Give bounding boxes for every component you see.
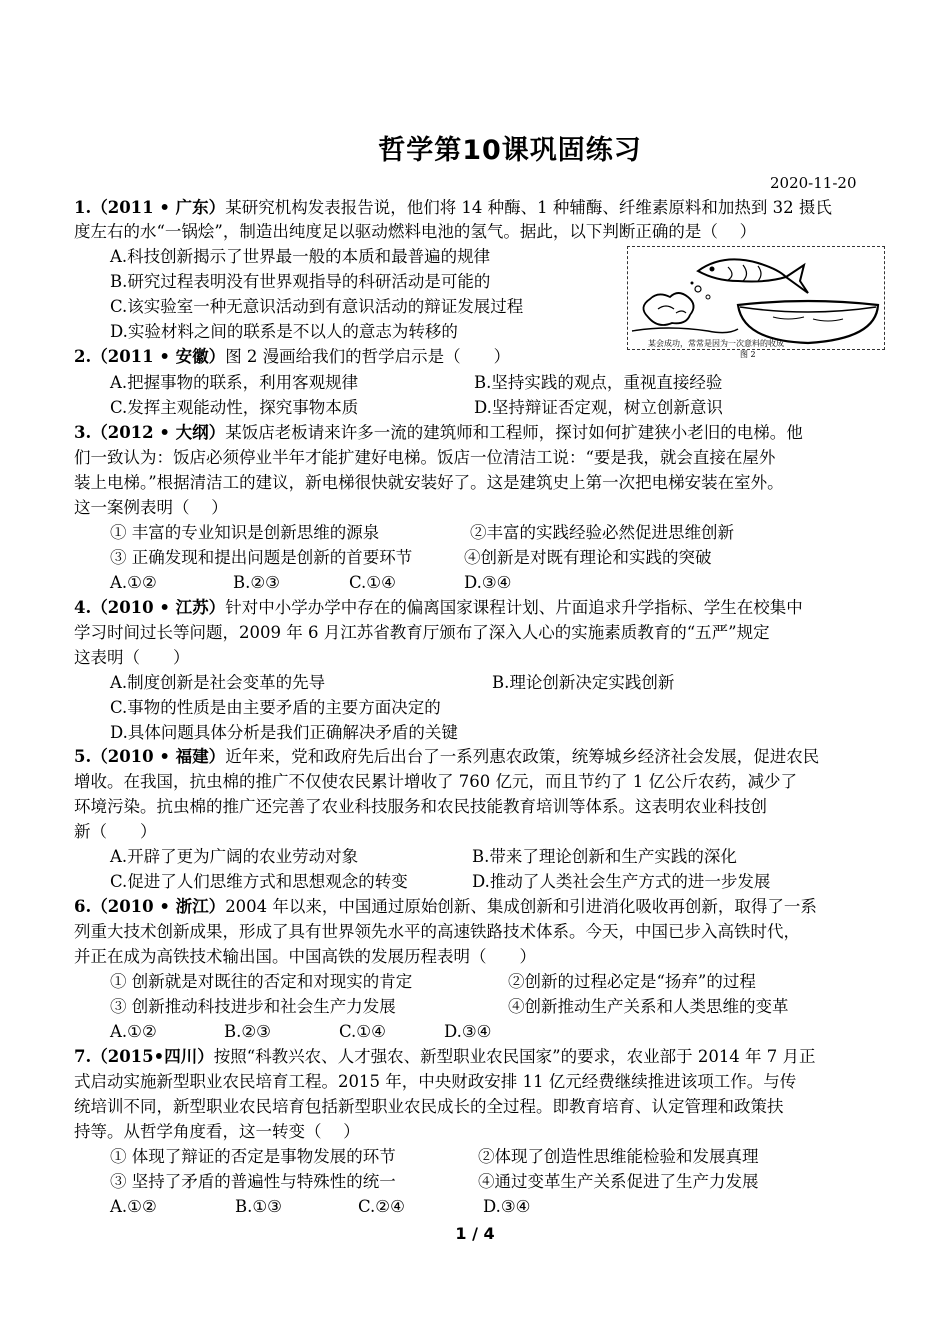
- q5-number: 5.（2010 • 福建）: [74, 747, 226, 766]
- q6-option-a: A.①②: [110, 1022, 157, 1041]
- q4-option-c: C.事物的性质是由主要矛盾的主要方面决定的: [110, 698, 441, 717]
- page-number: 1 / 4: [455, 1224, 495, 1243]
- q7-option-d: D.③④: [483, 1197, 531, 1216]
- q7-number: 7.（2015•四川）: [74, 1047, 214, 1066]
- q5-stem-line4: 新（ ）: [74, 822, 157, 841]
- q6-statement-3: ③ 创新推动科技进步和社会生产力发展: [110, 997, 396, 1016]
- q3-stem-line1: [74, 422, 803, 444]
- q1-option-a: A.科技创新揭示了世界最一般的本质和最普遍的规律: [110, 247, 491, 266]
- q5-option-a: A.开辟了更为广阔的农业劳动对象: [110, 847, 359, 866]
- date-label: 2020-11-20: [770, 174, 857, 192]
- fish-bowl-illustration: [628, 247, 884, 349]
- q3-option-a: A.①②: [110, 573, 157, 592]
- q6-number: 6.（2010 • 浙江）: [74, 897, 226, 916]
- q4-stem-line2: 学习时间过长等问题，2009 年 6 月江苏省教育厅颁布了深入人心的实施素质教育的“五严”规定: [74, 623, 770, 642]
- q4-number: 4.（2010 • 江苏）: [74, 598, 226, 617]
- q4-stem1: 针对中小学办学中存在的偏离国家课程计划、片面追求升学指标、学生在校集中: [225, 598, 803, 617]
- q6-option-b: B.②③: [224, 1022, 271, 1041]
- q3-stem-line4: 这一案例表明（ ）: [74, 498, 228, 517]
- q6-stem1: 2004 年以来，中国通过原始创新、集成创新和引进消化吸收再创新，取得了一系: [225, 897, 817, 916]
- q1-stem-line2: 度左右的水“一锅烩”，制造出纯度足以驱动燃料电池的氢气。据此，以下判断正确的是（ ）: [74, 222, 757, 241]
- q5-option-b: B.带来了理论创新和生产实践的深化: [472, 847, 737, 866]
- q3-option-b: B.②③: [233, 573, 280, 592]
- q1-option-c: C.该实验室一种无意识活动到有意识活动的辩证发展过程: [110, 297, 524, 316]
- q5-stem-line2: 增收。在我国，抗虫棉的推广不仅使农民累计增收了 760 亿元，而且节约了 1 亿公斤农药，减少了: [74, 772, 797, 791]
- cartoon-figure: [627, 246, 885, 350]
- q3-statement-3: ③ 正确发现和提出问题是创新的首要环节: [110, 548, 413, 567]
- q4-option-b: B.理论创新决定实践创新: [492, 673, 675, 692]
- q5-stem-line3: 环境污染。抗虫棉的推广还完善了农业科技服务和农民技能教育培训等体系。这表明农业科技创: [74, 797, 767, 816]
- q7-stem-line2: 式启动实施新型职业农民培育工程。2015 年，中央财政安排 11 亿元经费继续推进该项工作。与传: [74, 1072, 797, 1091]
- q7-stem-line1: [74, 1046, 816, 1068]
- q2-number: 2.（2011 • 安徽）: [74, 347, 226, 366]
- q3-statement-2: ②丰富的实践经验必然促进思维创新: [470, 523, 734, 542]
- q5-option-d: D.推动了人类社会生产方式的进一步发展: [472, 872, 771, 891]
- q7-option-a: A.①②: [110, 1197, 157, 1216]
- q1-option-d: D.实验材料之间的联系是不以人的意志为转移的: [110, 322, 458, 341]
- q4-stem-line1: [74, 597, 803, 619]
- q2-stem: [74, 346, 510, 368]
- q5-option-c: C.促进了人们思维方式和思想观念的转变: [110, 872, 408, 891]
- q3-stem-line3: 装上电梯。”根据清洁工的建议，新电梯很快就安装好了。这是建筑史上第一次把电梯安装在室外。: [74, 473, 784, 492]
- q1-option-b: B.研究过程表明没有世界观指导的科研活动是可能的: [110, 272, 491, 291]
- q7-option-c: C.②④: [358, 1197, 405, 1216]
- q4-option-d: D.具体问题具体分析是我们正确解决矛盾的关键: [110, 723, 458, 742]
- q7-stem-line4: 持等。从哲学角度看，这一转变（ ）: [74, 1122, 360, 1141]
- page-title: 哲学第10课巩固练习: [378, 135, 642, 166]
- q7-statement-4: ④通过变革生产关系促进了生产力发展: [478, 1172, 759, 1191]
- q3-statement-1: ① 丰富的专业知识是创新思维的源泉: [110, 523, 380, 542]
- q2-option-d: D.坚持辩证否定观，树立创新意识: [474, 398, 723, 417]
- q5-stem-line1: [74, 746, 819, 768]
- cartoon-caption: 某会成功，常常是因为一次意料的收成: [648, 339, 784, 348]
- figure-label: 图 2: [740, 350, 756, 359]
- q2-option-a: A.把握事物的联系，利用客观规律: [110, 373, 359, 392]
- q1-stem-line1: [74, 197, 832, 219]
- q3-option-c: C.①④: [349, 573, 396, 592]
- q3-stem-line2: 们一致认为：饭店必须停业半年才能扩建好电梯。饭店一位清洁工说：“要是我，就会直接在屋外: [74, 448, 776, 467]
- q7-option-b: B.①③: [235, 1197, 282, 1216]
- q5-stem1: 近年来，党和政府先后出台了一系列惠农政策，统筹城乡经济社会发展，促进农民: [225, 747, 820, 766]
- q6-option-d: D.③④: [444, 1022, 492, 1041]
- q6-statement-4: ④创新推动生产关系和人类思维的变革: [508, 997, 789, 1016]
- q2-option-b: B.坚持实践的观点，重视直接经验: [474, 373, 723, 392]
- q6-stem-line2: 列重大技术创新成果，形成了具有世界领先水平的高速铁路技术体系。今天，中国已步入高铁时代，: [74, 922, 800, 941]
- q7-statement-2: ②体现了创造性思维能检验和发展真理: [478, 1147, 759, 1166]
- q7-statement-3: ③ 坚持了矛盾的普遍性与特殊性的统一: [110, 1172, 396, 1191]
- q4-option-a: A.制度创新是社会变革的先导: [110, 673, 326, 692]
- q2-stem-text: 图 2 漫画给我们的哲学启示是（ ）: [225, 347, 511, 366]
- q7-stem1: 按照“科教兴农、人才强农、新型职业农民国家”的要求，农业部于 2014 年 7 月正: [213, 1047, 816, 1066]
- q6-statement-1: ① 创新就是对既往的否定和对现实的肯定: [110, 972, 413, 991]
- q6-option-c: C.①④: [339, 1022, 386, 1041]
- q7-statement-1: ① 体现了辩证的否定是事物发展的环节: [110, 1147, 396, 1166]
- q3-stem1: 某饭店老板请来许多一流的建筑师和工程师，探讨如何扩建狭小老旧的电梯。他: [225, 423, 803, 442]
- q6-statement-2: ②创新的过程必定是“扬弃”的过程: [508, 972, 756, 991]
- q3-option-d: D.③④: [464, 573, 512, 592]
- q2-option-c: C.发挥主观能动性，探究事物本质: [110, 398, 359, 417]
- q1-stem1: 某研究机构发表报告说，他们将 14 种酶、1 种辅酶、纤维素原料和加热到 32 摄氏: [225, 198, 832, 217]
- q3-number: 3.（2012 • 大纲）: [74, 423, 226, 442]
- q3-statement-4: ④创新是对既有理论和实践的突破: [464, 548, 712, 567]
- q1-number: 1.（2011 • 广东）: [74, 198, 226, 217]
- q7-stem-line3: 统培训不同，新型职业农民培育包括新型职业农民成长的全过程。即教育培育、认定管理和政策扶: [74, 1097, 784, 1116]
- q6-stem-line3: 并正在成为高铁技术输出国。中国高铁的发展历程表明（ ）: [74, 947, 536, 966]
- q6-stem-line1: [74, 896, 817, 918]
- q4-stem-line3: 这表明（ ）: [74, 648, 190, 667]
